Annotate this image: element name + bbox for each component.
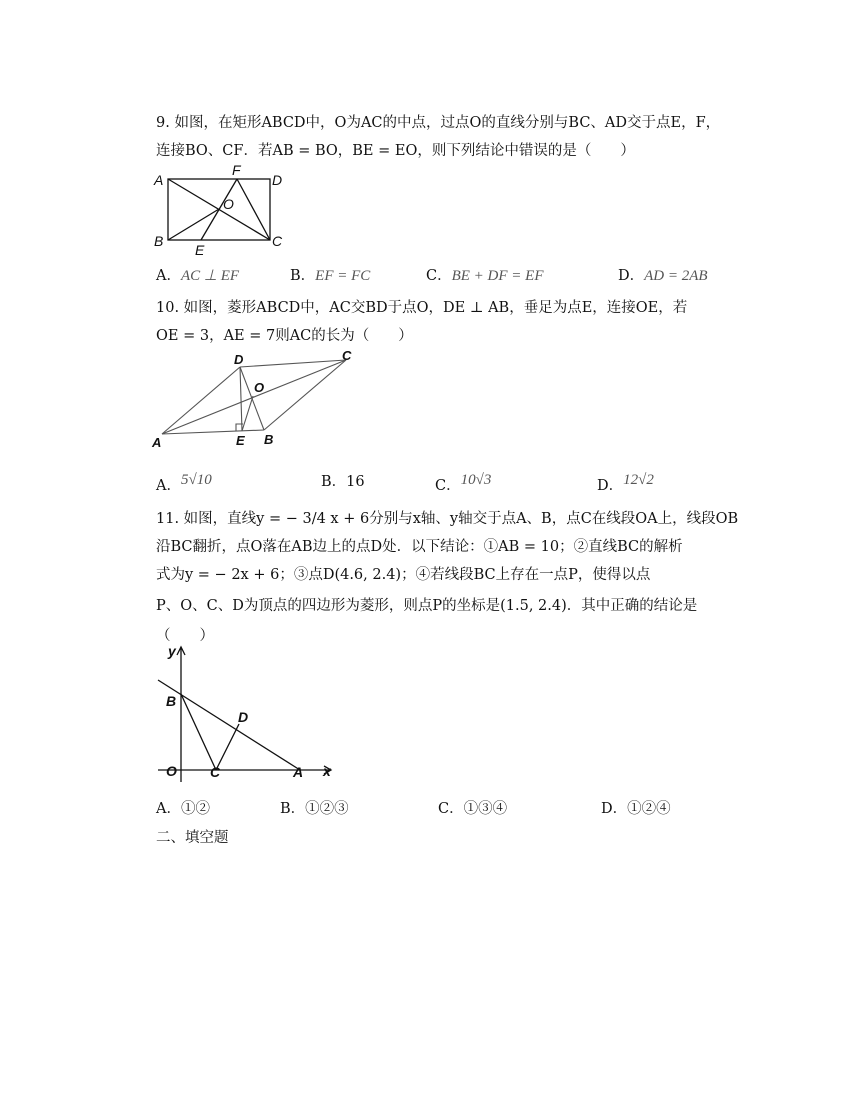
section-heading-fill-in: 二、填空题 <box>156 830 229 846</box>
q9-label-c: C <box>272 233 283 249</box>
q9-label-d: D <box>272 172 283 188</box>
q9-label-e: E <box>195 242 205 258</box>
q11-label-x: x <box>323 763 331 779</box>
q9-choice-d-label: D． <box>618 268 645 284</box>
q11-choice-a-text: ①② <box>180 801 210 817</box>
q10-choice-d-text: 12√2 <box>623 472 654 488</box>
q10-rhombus-figure <box>150 348 370 452</box>
q9-text-line1: 9. 如图，在矩形ABCD中，O为AC的中点，过点O的直线分别与BC、AD交于点E，F， <box>156 115 721 131</box>
q9-choice-b[interactable] <box>290 266 370 286</box>
q9-choice-a-label: A． <box>156 268 181 284</box>
q11-choice-d-text: ①②④ <box>627 801 671 817</box>
q10-choice-a[interactable] <box>156 472 212 496</box>
q11-text-line5: （ ） <box>156 628 214 644</box>
q10-choice-c-label: C． <box>435 478 461 494</box>
q10-choice-a-label: A． <box>156 478 181 494</box>
q9-choice-b-label: B． <box>290 268 316 284</box>
q11-coordinate-figure <box>150 640 345 786</box>
q9-label-f: F <box>232 162 241 178</box>
q9-choice-d[interactable] <box>618 266 708 286</box>
q11-label-d: D <box>238 709 249 725</box>
q11-text-line3: 式为y = − 2x + 6；③点D(4.6, 2.4)；④若线段BC上存在一点P，使得以点 <box>156 567 651 583</box>
q10-label-b: B <box>264 432 274 447</box>
q11-choice-d-label: D． <box>601 801 628 817</box>
q9-choice-c-text: BE + DF = EF <box>451 268 544 284</box>
q9-label-b: B <box>154 233 164 249</box>
q10-choice-b[interactable] <box>321 472 365 492</box>
q11-choice-b-label: B． <box>280 801 306 817</box>
q10-choice-d-label: D． <box>597 478 624 494</box>
q9-choice-c[interactable] <box>426 266 544 286</box>
q11-label-a: A <box>293 764 304 780</box>
q10-choice-c-text: 10√3 <box>460 472 492 488</box>
q9-choice-a-text: AC ⊥ EF <box>180 268 240 284</box>
q11-choice-d[interactable] <box>601 799 671 819</box>
q11-label-b: B <box>166 693 177 709</box>
q10-choice-b-text: 16 <box>346 474 365 490</box>
q11-label-o: O <box>166 763 177 779</box>
q11-text-line4: P、O、C、D为顶点的四边形为菱形，则点P的坐标是(1.5, 2.4)．其中正确的结论是 <box>156 598 698 614</box>
q11-label-c: C <box>210 764 221 780</box>
q10-label-e: E <box>236 433 245 448</box>
q9-choice-c-label: C． <box>426 268 452 284</box>
q10-choice-c[interactable] <box>435 472 492 496</box>
q9-label-a: A <box>154 172 164 188</box>
q9-choice-d-text: AD = 2AB <box>644 268 708 284</box>
q9-label-o: O <box>223 196 234 212</box>
q9-choice-a[interactable] <box>156 266 239 286</box>
q10-label-c: C <box>342 348 352 363</box>
q10-choice-a-text: 5√10 <box>180 472 212 488</box>
q11-choice-b-text: ①②③ <box>305 801 349 817</box>
q11-label-y: y <box>168 643 176 659</box>
q9-rectangle-figure <box>150 162 300 258</box>
q10-label-a: A <box>152 435 162 450</box>
q11-text-line2: 沿BC翻折，点O落在AB边上的点D处．以下结论：①AB = 10；②直线BC的解析 <box>156 539 683 555</box>
q11-choice-a-label: A． <box>156 801 181 817</box>
q10-text-line2: OE = 3，AE = 7则AC的长为（ ） <box>156 328 413 344</box>
q11-text-line1: 11. 如图，直线y = − 3/4 x + 6分别与x轴、y轴交于点A、B，点C在线段OA上，线段OB <box>156 511 739 527</box>
q10-choice-b-label: B． <box>321 474 347 490</box>
q11-choice-c[interactable] <box>438 799 507 819</box>
q9-choice-b-text: EF = FC <box>315 268 371 284</box>
q9-text-line2: 连接BO、CF．若AB = BO，BE = EO，则下列结论中错误的是（ ） <box>156 143 635 159</box>
q10-text-line1: 10. 如图，菱形ABCD中，AC交BD于点O，DE ⊥ AB，垂足为点E，连接OE，若 <box>156 300 688 316</box>
q10-label-d: D <box>234 352 244 367</box>
q11-choice-c-text: ①③④ <box>463 801 508 817</box>
q10-label-o: O <box>254 380 265 395</box>
q11-choice-b[interactable] <box>280 799 349 819</box>
q11-choice-a[interactable] <box>156 799 210 819</box>
q11-choice-c-label: C． <box>438 801 464 817</box>
q10-choice-d[interactable] <box>597 472 654 496</box>
